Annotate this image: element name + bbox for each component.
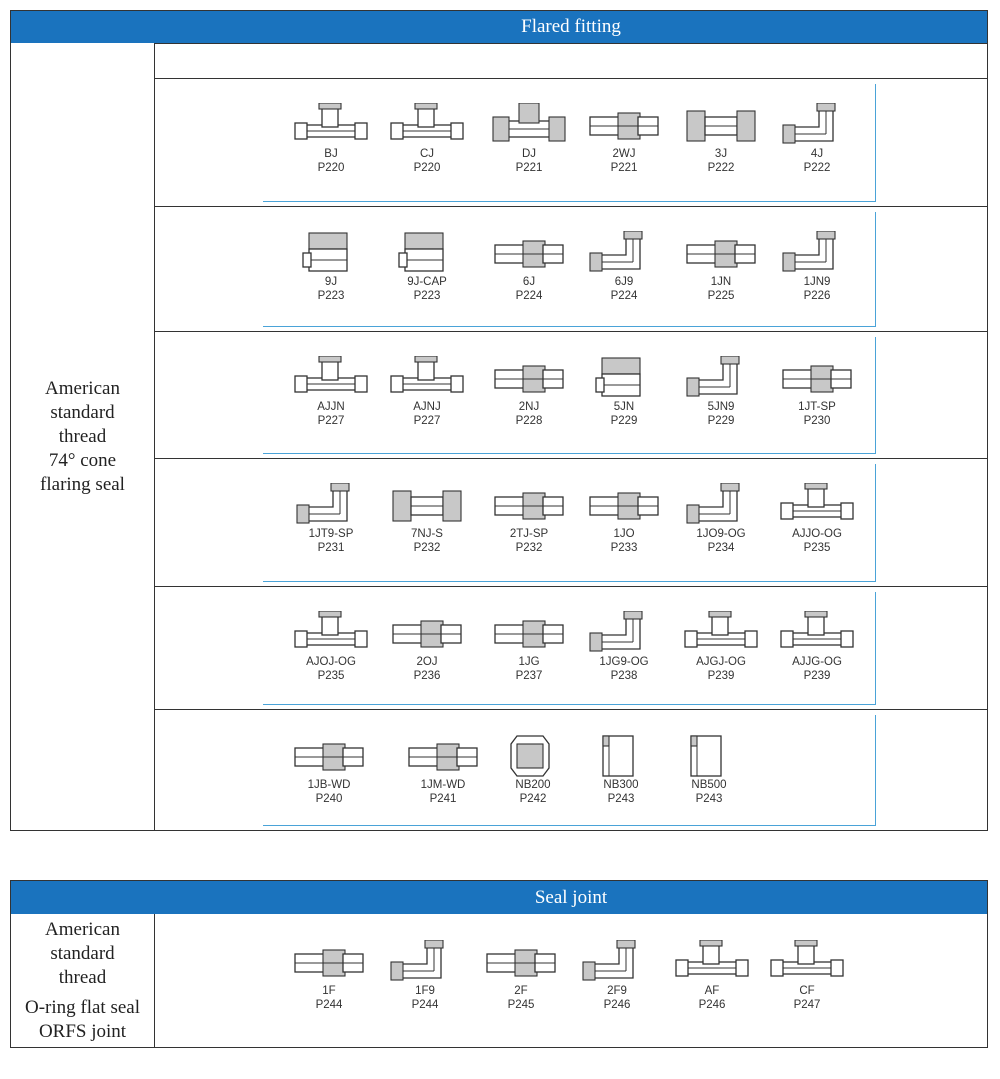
fitting-page: P245 [507,999,535,1011]
fitting-name: CF [799,985,815,997]
fitting-name: AJJG-OG [792,656,842,668]
fitting-name: 1JN9 [803,276,831,288]
fitting-page: P243 [607,793,635,805]
fitting-page: P232 [413,542,441,554]
fitting-item [283,103,379,175]
straight-fitting-icon [405,734,481,778]
fitting-name: 4J [810,148,824,160]
tee-fitting-icon [779,483,855,527]
fitting-item [283,231,379,303]
fitting-item [481,483,577,555]
straight-fitting-icon [389,611,465,655]
fitting-name: NB200 [515,779,551,791]
fitting-name: 9J [324,276,338,288]
straight-fitting-icon [291,734,367,778]
fitting-name: DJ [521,148,537,160]
fitting-name: 1F9 [415,985,435,997]
fitting-page: P221 [515,162,543,174]
fitting-item [481,231,577,303]
fitting-item [379,103,475,175]
fitting-item [283,356,379,428]
fitting-name: 2OJ [416,656,438,668]
elbow-fitting-icon [683,483,759,527]
fitting-page: P227 [317,415,345,427]
fitting-row-5 [155,586,987,709]
fitting-name: 1JO9-OG [696,528,746,540]
straight-fitting-icon [586,103,662,147]
fitting-page: P229 [707,415,735,427]
fitting-item [281,734,377,806]
fitting-page: P223 [413,290,441,302]
fitting-name: AJNJ [413,401,441,413]
fitting-row-1 [155,78,987,206]
fitting-item [395,734,491,806]
fitting-name: 9J-CAP [407,276,447,288]
elbow-fitting-icon [293,483,369,527]
fitting-name: NB300 [603,779,639,791]
fitting-page: P237 [515,670,543,682]
tee-fitting-icon [389,103,465,147]
fitting-name: AF [704,985,720,997]
fitting-name: 1F [322,985,336,997]
fitting-page: P242 [519,793,547,805]
fitting-item [481,611,577,683]
elbow-fitting-icon [387,940,463,984]
fitting-page: P247 [793,999,821,1011]
flared-fitting-table [10,10,988,831]
nut-icon [495,734,571,778]
fitting-item [769,103,865,175]
seal-row [155,914,987,1047]
fitting-item [769,356,865,428]
fitting-page: P221 [610,162,638,174]
fitting-name: 1JT9-SP [308,528,354,540]
fitting-page: P246 [698,999,726,1011]
tee-fitting-icon [674,940,750,984]
straight-fitting-icon [491,611,567,655]
fitting-page: P227 [413,415,441,427]
cap-fitting-icon [293,231,369,275]
fitting-name: 2TJ-SP [509,528,549,540]
tee-nut-fitting-icon [491,103,567,147]
fitting-name: 1JT-SP [798,401,836,413]
elbow-fitting-icon [779,231,855,275]
flared-fitting-header [11,11,987,43]
fitting-item [379,611,475,683]
straight-fitting-icon [491,356,567,400]
fitting-page: P230 [803,415,831,427]
fitting-name: 1JG [518,656,540,668]
fitting-page: P225 [707,290,735,302]
tee-fitting-icon [293,356,369,400]
fitting-name: 5JN [613,401,635,413]
fitting-name: CJ [419,148,435,160]
fitting-name: 3J [714,148,728,160]
fitting-name: AJJN [317,401,345,413]
fitting-item [379,356,475,428]
fitting-page: P239 [803,670,831,682]
fitting-row-4 [155,458,987,586]
fitting-name: AJOJ-OG [306,656,356,668]
fitting-row-2 [155,206,987,331]
fitting-page: P235 [803,542,831,554]
tee-fitting-icon [293,611,369,655]
fitting-page: P241 [429,793,457,805]
fitting-item [769,483,865,555]
tee-fitting-icon [769,940,845,984]
fitting-item [673,231,769,303]
fitting-item [473,940,569,1012]
fitting-row-3 [155,331,987,458]
tee-fitting-icon [683,611,759,655]
fitting-name: 5JN9 [707,401,735,413]
fitting-name: 2NJ [518,401,540,413]
fitting-item [481,356,577,428]
fitting-item [759,940,855,1012]
straight-fitting-icon [779,356,855,400]
sleeve-icon [671,734,747,778]
fitting-page: P238 [610,670,638,682]
fitting-name: 1JO [613,528,635,540]
cap-fitting-icon [586,356,662,400]
fitting-item [576,483,672,555]
straight-fitting-icon [491,231,567,275]
elbow-fitting-icon [586,231,662,275]
union-fitting-icon [683,103,759,147]
fitting-item [673,103,769,175]
sleeve-icon [583,734,659,778]
fitting-name: 2WJ [612,148,636,160]
fitting-item [379,483,475,555]
fitting-item [769,611,865,683]
fitting-item [769,231,865,303]
fitting-row-6 [155,709,987,830]
fitting-item [481,103,577,175]
flared-fitting-category: American standard thread 74° cone flaring seal [11,43,155,830]
union-fitting-icon [389,483,465,527]
fitting-item [576,356,672,428]
fitting-page: P224 [610,290,638,302]
fitting-name: 6J [522,276,536,288]
elbow-fitting-icon [586,611,662,655]
fitting-page: P244 [411,999,439,1011]
straight-fitting-icon [291,940,367,984]
seal-joint-table [10,880,988,1048]
fitting-item [576,231,672,303]
fitting-item [485,734,581,806]
fitting-page: P243 [695,793,723,805]
fitting-page: P234 [707,542,735,554]
elbow-fitting-icon [683,356,759,400]
fitting-page: P233 [610,542,638,554]
fitting-name: 1JG9-OG [599,656,649,668]
fitting-page: P246 [603,999,631,1011]
fitting-page: P224 [515,290,543,302]
fitting-page: P231 [317,542,345,554]
fitting-name: NB500 [691,779,727,791]
fitting-item [673,356,769,428]
straight-fitting-icon [491,483,567,527]
fitting-item [283,611,379,683]
fitting-page: P239 [707,670,735,682]
fitting-page: P220 [317,162,345,174]
seal-joint-header [11,881,987,914]
cap-fitting-icon [389,231,465,275]
fitting-name: BJ [324,148,338,160]
flared-fitting-title: Flared fitting [521,16,621,37]
fitting-page: P240 [315,793,343,805]
tee-fitting-icon [779,611,855,655]
fitting-item [576,611,672,683]
fitting-page: P222 [707,162,735,174]
fitting-page: P235 [317,670,345,682]
empty-row [155,43,987,78]
fitting-page: P244 [315,999,343,1011]
tee-fitting-icon [293,103,369,147]
fitting-item [281,940,377,1012]
fitting-item [573,734,669,806]
fitting-name: AJGJ-OG [696,656,746,668]
elbow-fitting-icon [579,940,655,984]
fitting-page: P228 [515,415,543,427]
fitting-page: P222 [803,162,831,174]
fitting-item [377,940,473,1012]
fitting-name: AJJO-OG [792,528,842,540]
fitting-item [664,940,760,1012]
fitting-page: P223 [317,290,345,302]
elbow-fitting-icon [779,103,855,147]
fitting-item [661,734,757,806]
straight-fitting-icon [683,231,759,275]
fitting-item [576,103,672,175]
straight-fitting-icon [586,483,662,527]
fitting-name: 6J9 [614,276,634,288]
fitting-name: 1JN [710,276,732,288]
fitting-name: 1JB-WD [307,779,351,791]
seal-joint-category: American standard thread O-ring flat seal ORFS joint [11,914,155,1047]
fitting-item [283,483,379,555]
straight-fitting-icon [483,940,559,984]
fitting-page: P232 [515,542,543,554]
fitting-page: P220 [413,162,441,174]
fitting-item [673,611,769,683]
seal-joint-title: Seal joint [534,886,608,908]
fitting-name: 7NJ-S [411,528,443,540]
fitting-item [673,483,769,555]
fitting-page: P236 [413,670,441,682]
fitting-page: P226 [803,290,831,302]
fitting-item [569,940,665,1012]
fitting-name: 2F [514,985,528,997]
fitting-item [379,231,475,303]
fitting-name: 1JM-WD [420,779,466,791]
tee-fitting-icon [389,356,465,400]
fitting-name: 2F9 [607,985,627,997]
fitting-page: P229 [610,415,638,427]
